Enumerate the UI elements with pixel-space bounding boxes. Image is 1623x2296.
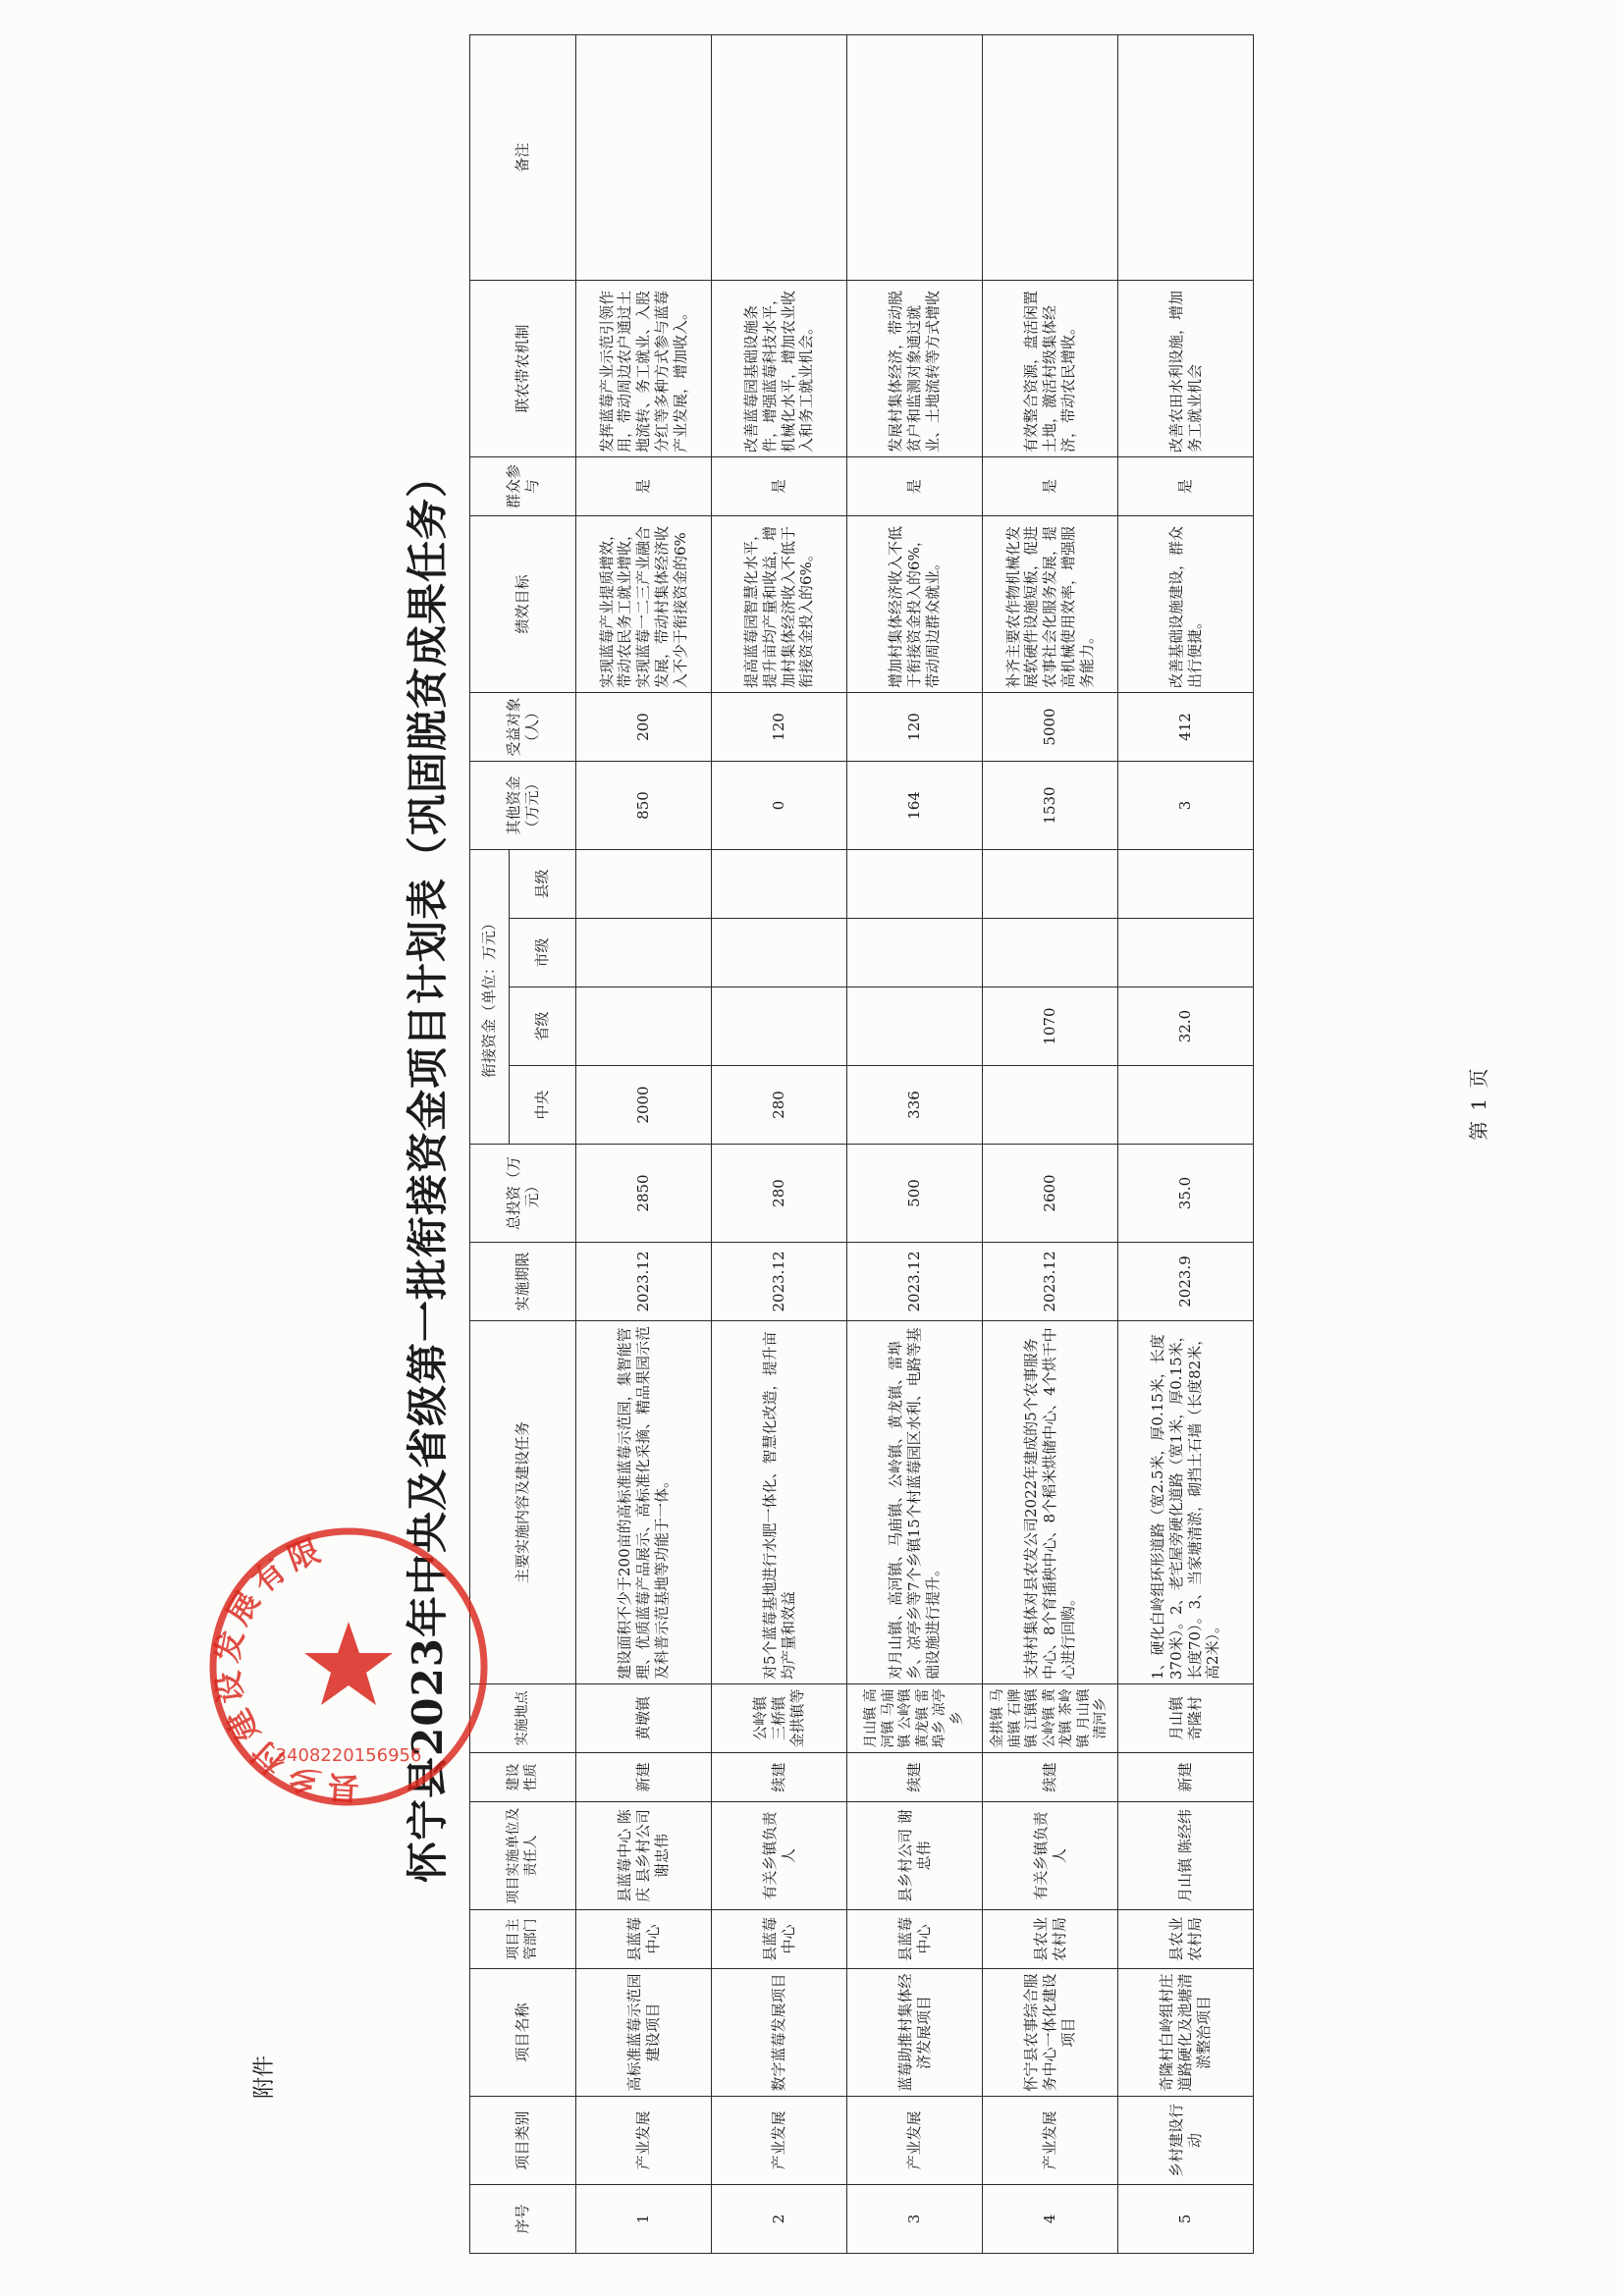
cell-unit: 有关乡镇负责人 — [712, 1802, 847, 1910]
cell-nature: 新建 — [576, 1753, 712, 1802]
cell-category: 产业发展 — [712, 2097, 847, 2185]
project-plan-table — [469, 34, 1254, 2254]
cell-nature: 续建 — [847, 1753, 983, 1802]
cell-period: 2023.12 — [712, 1243, 847, 1321]
cell-nature: 续建 — [712, 1753, 847, 1802]
cell-remark — [983, 34, 1118, 280]
table-row — [983, 34, 1118, 2253]
cell-period: 2023.12 — [576, 1243, 712, 1321]
cell-central — [983, 1066, 1118, 1145]
cell-nature: 新建 — [1118, 1753, 1254, 1802]
header-row-1 — [470, 34, 510, 2253]
cell-total: 2850 — [576, 1145, 712, 1243]
cell-goal: 实现蓝莓产业提质增效，带动农民务工就业增收，实现蓝莓一二三产业融合发展，带动村集体经济收入不少于衔接资金的6% — [576, 515, 712, 692]
cell-place: 月山镇 高河镇 马庙镇 公岭镇 黄龙镇 雷埠乡 凉亭乡 — [847, 1684, 983, 1753]
page-title: 怀宁县2023年中央及省级第一批衔接资金项目计划表（巩固脱贫成果任务） — [404, 455, 452, 1883]
cell-beneficiaries: 5000 — [983, 692, 1118, 761]
cell-central — [1118, 1066, 1254, 1145]
cell-mechanism: 改善蓝莓园基础设施条件，增强蓝莓科技水平，机械化水平，增加农业收入和务工就业机会。 — [712, 280, 847, 456]
cell-total: 35.0 — [1118, 1145, 1254, 1243]
cell-province: 1070 — [983, 988, 1118, 1066]
seal-text: 县乡村建设发展有限公司 — [207, 1529, 361, 1807]
cell-beneficiaries: 200 — [576, 692, 712, 761]
header-funds-group: 衔接资金（单位：万元） — [470, 849, 510, 1144]
cell-name: 数字蓝莓发展项目 — [712, 1969, 847, 2097]
cell-dept: 县蓝莓中心 — [847, 1910, 983, 1969]
cell-other: 1530 — [983, 761, 1118, 849]
cell-county — [983, 849, 1118, 918]
cell-seq: 5 — [1118, 2185, 1254, 2254]
header-county: 县级 — [510, 849, 576, 918]
cell-county — [576, 849, 712, 918]
seal-code: 3408220156956 — [275, 1745, 422, 1766]
cell-mass: 是 — [847, 456, 983, 515]
table-row — [1118, 34, 1254, 2253]
cell-other: 0 — [712, 761, 847, 849]
cell-mass: 是 — [983, 456, 1118, 515]
company-seal — [201, 1520, 496, 1814]
seal-star-icon — [304, 1622, 393, 1705]
cell-mass: 是 — [1118, 456, 1254, 515]
cell-content: 对月山镇、高河镇、马庙镇、公岭镇、黄龙镇、雷埠乡、凉亭乡等7个乡镇15个村蓝莓园区水利、电路等基础设施进行提升。 — [847, 1321, 983, 1684]
cell-city — [847, 919, 983, 988]
cell-central: 2000 — [576, 1066, 712, 1145]
header-goal: 绩效目标 — [470, 515, 576, 692]
cell-remark — [576, 34, 712, 280]
cell-place: 公岭镇 三桥镇 金拱镇等 — [712, 1684, 847, 1753]
header-unit: 项目实施单位及责任人 — [470, 1802, 576, 1910]
table-row — [847, 34, 983, 2253]
cell-central: 336 — [847, 1066, 983, 1145]
page-number: 第 1 页 — [1467, 1066, 1490, 1141]
header-nature: 建设性质 — [470, 1753, 576, 1802]
table-row — [576, 34, 712, 2253]
cell-beneficiaries: 120 — [847, 692, 983, 761]
cell-seq: 2 — [712, 2185, 847, 2254]
cell-unit: 县乡村公司 谢忠伟 — [847, 1802, 983, 1910]
header-category: 项目类别 — [470, 2097, 576, 2185]
cell-place: 金拱镇 马庙镇 石牌镇 江镇镇 公岭镇 黄龙镇 茶岭镇 月山镇 清河乡 — [983, 1684, 1118, 1753]
cell-period: 2023.12 — [983, 1243, 1118, 1321]
cell-category: 产业发展 — [576, 2097, 712, 2185]
header-beneficiaries: 受益对象（人） — [470, 692, 576, 761]
cell-beneficiaries: 120 — [712, 692, 847, 761]
header-remark: 备注 — [470, 34, 576, 280]
cell-seq: 1 — [576, 2185, 712, 2254]
cell-central: 280 — [712, 1066, 847, 1145]
cell-county — [712, 849, 847, 918]
cell-category: 乡村建设行动 — [1118, 2097, 1254, 2185]
cell-county — [1118, 849, 1254, 918]
cell-mass: 是 — [576, 456, 712, 515]
header-total: 总投资（万元） — [470, 1145, 576, 1243]
cell-content: 1、硬化白岭组环形道路（宽2.5米，厚0.15米，长度370米）。2、老宅屋旁硬化道路（宽1米，厚0.15米，长度70）。3、当家塘清淤，砌挡土石墙（长度82米，高2米）。 — [1118, 1321, 1254, 1684]
header-central: 中央 — [510, 1066, 576, 1145]
cell-name: 高标准蓝莓示范园建设项目 — [576, 1969, 712, 2097]
cell-mechanism: 有效整合资源，盘活闲置土地，激活村级集体经济，带动农民增收。 — [983, 280, 1118, 456]
cell-total: 500 — [847, 1145, 983, 1243]
header-city: 市级 — [510, 919, 576, 988]
cell-city — [712, 919, 847, 988]
cell-goal: 改善基础设施建设，群众出行便捷。 — [1118, 515, 1254, 692]
cell-unit: 月山镇 陈经纬 — [1118, 1802, 1254, 1910]
header-content: 主要实施内容及建设任务 — [470, 1321, 576, 1684]
header-period: 实施期限 — [470, 1243, 576, 1321]
cell-content: 建设面积不少于200亩的高标准蓝莓示范园，集智能管理、优质蓝莓产品展示、高标准化采摘、精品果园示范及科普示范基地等功能于一体。 — [576, 1321, 712, 1684]
cell-name: 蓝莓助推村集体经济发展项目 — [847, 1969, 983, 2097]
cell-period: 2023.12 — [847, 1243, 983, 1321]
table-row — [712, 34, 847, 2253]
cell-province — [576, 988, 712, 1066]
cell-remark — [712, 34, 847, 280]
cell-goal: 提高蓝莓园智慧化水平，提升亩均产量和收益，增加村集体经济收入不低于衔接资金投入的6%。 — [712, 515, 847, 692]
cell-city — [983, 919, 1118, 988]
header-mechanism: 联农带农机制 — [470, 280, 576, 456]
header-other: 其他资金（万元） — [470, 761, 576, 849]
header-province: 省级 — [510, 988, 576, 1066]
cell-province — [847, 988, 983, 1066]
cell-goal: 补齐主要农作物机械化发展软硬件设施短板，促进农事社会化服务发展，提高机械使用效率，增强服务能力。 — [983, 515, 1118, 692]
cell-unit: 县蓝莓中心 陈庆 县乡村公司 谢忠伟 — [576, 1802, 712, 1910]
cell-remark — [1118, 34, 1254, 280]
cell-name: 奇隆村白岭组村庄道路硬化及池塘清淤整治项目 — [1118, 1969, 1254, 2097]
cell-beneficiaries: 412 — [1118, 692, 1254, 761]
cell-dept: 县蓝莓中心 — [576, 1910, 712, 1969]
cell-other: 850 — [576, 761, 712, 849]
header-dept: 项目主管部门 — [470, 1910, 576, 1969]
header-seq: 序号 — [470, 2185, 576, 2254]
cell-category: 产业发展 — [983, 2097, 1118, 2185]
cell-category: 产业发展 — [847, 2097, 983, 2185]
cell-mechanism: 发展村集体经济，带动脱贫户和监测对象通过就业、土地流转等方式增收 — [847, 280, 983, 456]
cell-total: 2600 — [983, 1145, 1118, 1243]
cell-remark — [847, 34, 983, 280]
attachment-label: 附件 — [252, 2055, 277, 2099]
cell-content: 对5个蓝莓基地进行水肥一体化、智慧化改造，提升亩均产量和效益 — [712, 1321, 847, 1684]
cell-total: 280 — [712, 1145, 847, 1243]
cell-mechanism: 发挥蓝莓产业示范引领作用，带动周边农户通过土地流转、务工就业、入股分红等多种方式参与蓝莓产业发展，增加收入。 — [576, 280, 712, 456]
cell-province — [712, 988, 847, 1066]
header-name: 项目名称 — [470, 1969, 576, 2097]
cell-other: 3 — [1118, 761, 1254, 849]
cell-other: 164 — [847, 761, 983, 849]
header-place: 实施地点 — [470, 1684, 576, 1753]
cell-city — [1118, 919, 1254, 988]
cell-seq: 4 — [983, 2185, 1118, 2254]
cell-goal: 增加村集体经济收入不低于衔接资金投入的6%，带动周边群众就业。 — [847, 515, 983, 692]
cell-dept: 县农业农村局 — [983, 1910, 1118, 1969]
cell-mass: 是 — [712, 456, 847, 515]
cell-place: 月山镇 奇隆村 — [1118, 1684, 1254, 1753]
cell-place: 黄墩镇 — [576, 1684, 712, 1753]
cell-county — [847, 849, 983, 918]
cell-city — [576, 919, 712, 988]
cell-unit: 有关乡镇负责人 — [983, 1802, 1118, 1910]
plan-table-sheet — [387, 84, 1373, 2254]
cell-name: 怀宁县农事综合服务中心一体化建设项目 — [983, 1969, 1118, 2097]
cell-nature: 续建 — [983, 1753, 1118, 1802]
cell-mechanism: 改善农田水利设施，增加务工就业机会 — [1118, 280, 1254, 456]
cell-content: 支持村集体对县农发公司2022年建成的5个农事服务中心、8个育插秧中心、8个稻米烘储中心、4个烘干中心进行回购。 — [983, 1321, 1118, 1684]
cell-dept: 县蓝莓中心 — [712, 1910, 847, 1969]
cell-seq: 3 — [847, 2185, 983, 2254]
cell-province: 32.0 — [1118, 988, 1254, 1066]
cell-dept: 县农业农村局 — [1118, 1910, 1254, 1969]
header-mass: 群众参与 — [470, 456, 576, 515]
cell-period: 2023.9 — [1118, 1243, 1254, 1321]
